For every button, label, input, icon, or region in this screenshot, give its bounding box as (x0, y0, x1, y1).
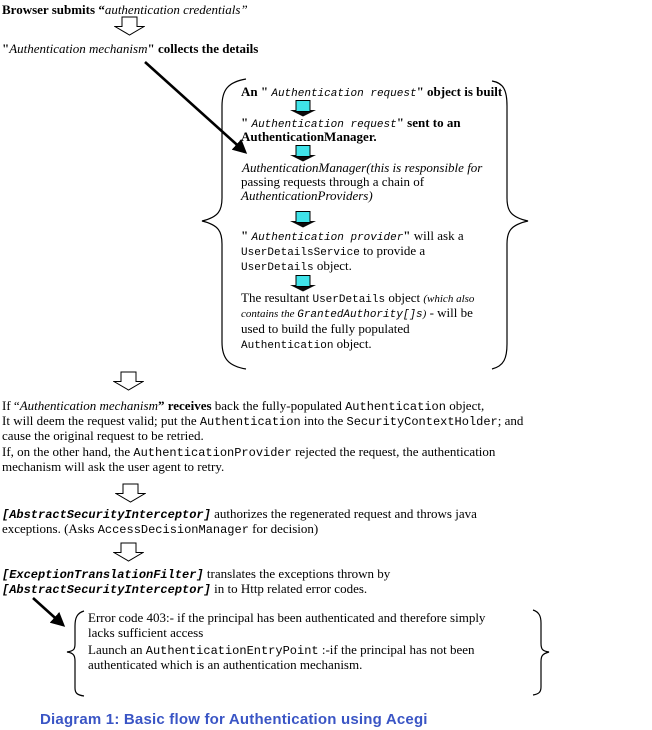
receives-paragraph-line: If “Authentication mechanism” receives back the fully-populated Authentication object, (2, 398, 485, 414)
step-object-built-line: An " Authentication request" object is built (241, 84, 503, 100)
step-manager-chain-line: passing requests through a chain of (241, 174, 425, 189)
error-brace-left (67, 611, 84, 696)
flow-arrow-to-error-box (33, 598, 63, 625)
cyan-down-arrow-icon (289, 211, 317, 228)
receives-paragraph-line: It will deem the request valid; put the Authentication into the SecurityContextHolder; and (2, 413, 524, 429)
error-box-line: lacks sufficient access (88, 625, 204, 640)
step-resultant-line: Authentication object. (241, 336, 372, 352)
step-manager-chain-line: AuthenticationManager(this is responsible for (242, 160, 483, 175)
step-manager-chain-line: AuthenticationProviders) (241, 188, 373, 203)
flow-arrow-to-brace-box (145, 62, 245, 152)
interceptor-paragraph-line: exceptions. (Asks AccessDecisionManager for decision) (2, 521, 319, 537)
down-arrow-icon (114, 16, 145, 36)
down-arrow-icon (113, 542, 144, 562)
browser-submits-line: Browser submits “authentication credentials” (2, 2, 248, 17)
receives-paragraph-line: cause the original request to be retried. (2, 428, 204, 443)
mechanism-collects-line: "Authentication mechanism" collects the details (2, 41, 259, 56)
error-box-line: authenticated which is an authentication mechanism. (88, 657, 363, 672)
error-box-line: Launch an AuthenticationEntryPoint :-if the principal has not been (88, 642, 475, 658)
big-brace-right (492, 81, 528, 369)
down-arrow-icon (113, 371, 144, 391)
translation-paragraph-line: [ExceptionTranslationFilter] translates the exceptions thrown by (2, 566, 391, 582)
receives-paragraph-line: If, on the other hand, the AuthenticationProvider rejected the request, the authentication (2, 444, 496, 460)
receives-paragraph-line: mechanism will ask the user agent to retry. (2, 459, 225, 474)
step-provider-asks-line: " Authentication provider" will ask a (241, 228, 464, 244)
error-brace-right (533, 610, 549, 695)
step-sent-to-manager-line: " Authentication request" sent to an (241, 115, 461, 131)
interceptor-paragraph-line: [AbstractSecurityInterceptor] authorizes the regenerated request and throws java (2, 506, 477, 522)
error-box-line: Error code 403:- if the principal has been authenticated and therefore simply (88, 610, 486, 625)
down-arrow-icon (115, 483, 146, 503)
step-resultant-line: The resultant UserDetails object (which also (241, 290, 475, 306)
translation-paragraph-line: [AbstractSecurityInterceptor] in to Http related error codes. (2, 581, 368, 597)
step-sent-to-manager-line: AuthenticationManager. (241, 129, 377, 144)
big-brace-left (202, 79, 246, 369)
step-resultant-line: used to build the fully populated (241, 321, 410, 336)
step-provider-asks-line: UserDetailsService to provide a (241, 243, 426, 259)
step-resultant-line: contains the GrantedAuthority[]s) - will be (241, 305, 473, 321)
diagram-caption: Diagram 1: Basic flow for Authentication using Acegi (40, 711, 428, 728)
step-provider-asks-line: UserDetails object. (241, 258, 352, 274)
cyan-down-arrow-icon (289, 100, 317, 117)
